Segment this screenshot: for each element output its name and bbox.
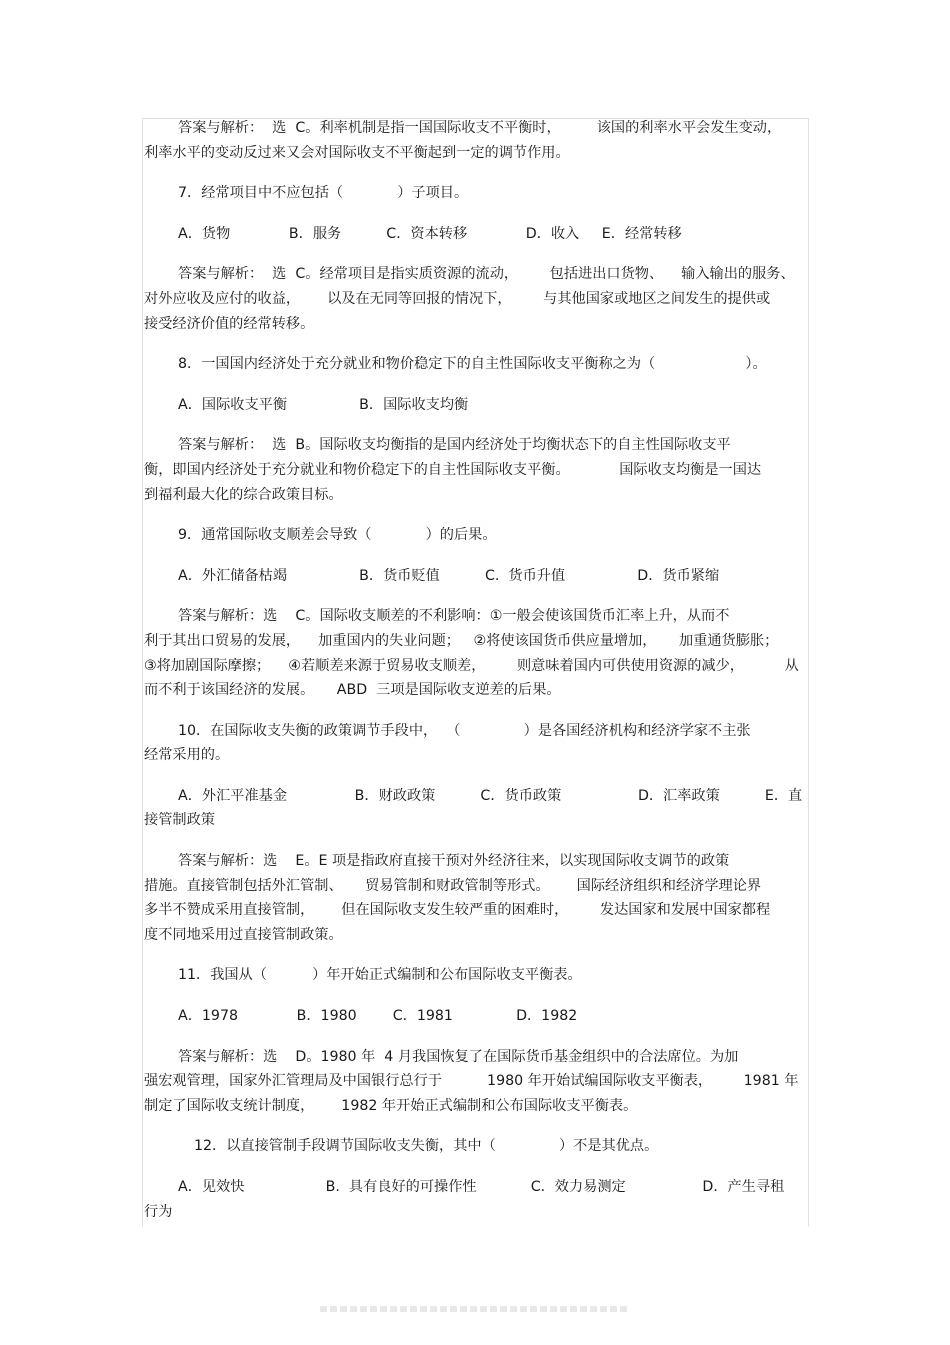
text-line: 而不利于该国经济的发展。 ABD 三项是国际收支逆差的后果。 [144,682,561,699]
options-12 [144,1175,808,1224]
question-8 [144,352,808,377]
text-line: 经常采用的。 [144,747,230,764]
question-11 [144,963,808,988]
text-line: A．外汇平准基金 B．财政政策 C．货币政策 D．汇率政策 E．直 [178,787,803,804]
text-line: A．外汇储备枯竭 B．货币贬值 C. 货币升值 D．货币紧缩 [178,567,720,584]
options-10 [144,784,808,833]
text-line: 度不同地采用过直接管制政策。 [144,926,343,943]
answer-6 [144,116,808,165]
document-content [144,116,808,1224]
text-line: A．国际收支平衡 B．国际收支均衡 [178,396,469,413]
text-line: 答案与解析： 选 B。国际收支均衡指的是国内经济处于均衡状态下的自主性国际收支平 [178,437,731,454]
text-line: 答案与解析： 选 C。利率机制是指一国国际收支不平衡时， 该国的利率水平会发生变动， [178,120,782,136]
text-line: A．货物 B．服务 C．资本转移 D．收入 E．经常转移 [178,225,682,242]
options-8 [144,393,808,418]
text-line: 12．以直接管制手段调节国际收支失衡，其中（ ）不是其优点。 [194,1138,659,1155]
text-line: 措施。直接管制包括外汇管制、 贸易管制和财政管制等形式。 国际经济组织和经济学理论界 [144,877,762,894]
question-7 [144,181,808,206]
text-line: 利于其出口贸易的发展， 加重国内的失业问题； ②将使该国货币供应量增加， 加重通货膨胀； [144,632,779,649]
answer-8 [144,433,808,507]
text-line: 答案与解析：选 D。1980 年 4 月我国恢复了在国际货币基金组织中的合法席位。为加 [178,1048,739,1065]
question-9 [144,523,808,548]
text-line: 利率水平的变动反过来又会对国际收支不平衡起到一定的调节作用。 [144,144,570,161]
text-line: A．1978 B．1980 C．1981 D．1982 [178,1008,578,1025]
text-line: 8．一国国内经济处于充分就业和物价稳定下的自主性国际收支平衡称之为（ ）。 [178,356,767,373]
text-line: 10．在国际收支失衡的政策调节手段中， （ ）是各国经济机构和经济学家不主张 [178,722,751,739]
text-line: A．见效快 B. 具有良好的可操作性 C．效力易测定 D．产生寻租 [178,1179,785,1195]
text-line: 接管制政策 [144,812,215,829]
answer-9 [144,604,808,702]
text-line: 多半不赞成采用直接管制， 但在国际收支发生较严重的困难时， 发达国家和发展中国家都程 [144,902,771,919]
text-line: 行为 [144,1203,173,1220]
text-line: 到福利最大化的综合政策目标。 [144,486,343,503]
options-7 [144,222,808,247]
text-line: ③将加剧国际摩擦； ④若顺差来源于贸易收支顺差， 则意味着国内可供使用资源的减少， 从 [144,657,799,674]
question-10 [144,719,808,768]
text-line: 强宏观管理，国家外汇管理局及中国银行总行于 1980 年开始试编国际收支平衡表， 1981 年 [144,1073,799,1090]
text-line: 答案与解析：选 E。E 项是指政府直接干预对外经济往来，以实现国际收支调节的政策 [178,853,730,870]
text-line: 对外应收及应付的收益， 以及在无同等回报的情况下， 与其他国家或地区之间发生的提供或 [144,290,771,307]
answer-11 [144,1045,808,1119]
text-line: 衡，即国内经济处于充分就业和物价稳定下的自主性国际收支平衡。 国际收支均衡是一国达 [144,461,762,478]
question-12 [144,1134,808,1159]
text-line: 7．经常项目中不应包括（ ）子项目。 [178,185,469,202]
text-line: 答案与解析： 选 C。经常项目是指实质资源的流动， 包括进出口货物、 输入输出的服务、 [178,266,795,283]
text-line: 11．我国从（ ）年开始正式编制和公布国际收支平衡表。 [178,967,582,984]
text-line: 接受经济价值的经常转移。 [144,315,315,332]
text-line: 制定了国际收支统计制度， 1982 年开始正式编制和公布国际收支平衡表。 [144,1097,638,1114]
faded-footer [320,1306,630,1312]
answer-7 [144,262,808,336]
options-11 [144,1004,808,1029]
text-line: 9．通常国际收支顺差会导致（ ）的后果。 [178,527,497,544]
answer-10 [144,849,808,947]
options-9 [144,564,808,589]
text-line: 答案与解析：选 C。国际收支顺差的不利影响：①一般会使该国货币汇率上升，从而不 [178,608,730,625]
